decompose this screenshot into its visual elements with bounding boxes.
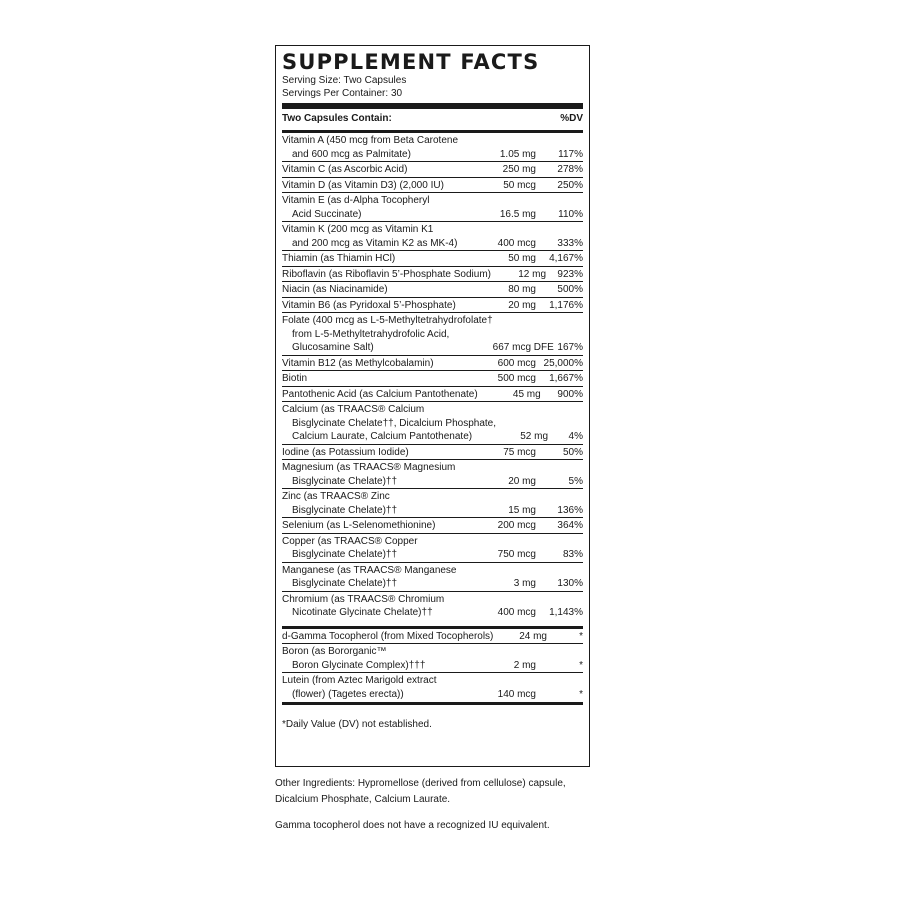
nutrient-amount: 50 mg <box>508 253 536 264</box>
nutrient-row <box>282 534 583 563</box>
nutrient-name-line: Bisglycinate Chelate)†† <box>292 475 398 487</box>
nutrient-name <box>282 134 466 161</box>
nutrient-name <box>282 252 466 266</box>
nutrient-row <box>282 162 583 178</box>
nutrient-dv: 278% <box>557 164 583 175</box>
supplement-facts-panel <box>275 45 590 767</box>
nutrient-row <box>282 193 583 222</box>
nutrient-name-line: and 600 mcg as Palmitate) <box>292 148 411 160</box>
nutrient-name-line: Riboflavin (as Riboflavin 5’-Phosphate Sodium) <box>282 268 491 280</box>
nutrient-name-line: Vitamin C (as Ascorbic Acid) <box>282 164 408 175</box>
nutrient-name-line: Boron (as Bororganic™ <box>282 646 387 657</box>
nutrient-name-line: from L-5-Methyltetrahydrofolic Acid, <box>292 328 450 340</box>
nutrient-list <box>282 133 583 620</box>
nutrient-name <box>282 314 493 355</box>
nutrient-amount: 52 mg <box>520 431 549 442</box>
nutrient-row <box>282 313 583 356</box>
nutrient-dv: 83% <box>562 549 583 560</box>
nutrient-dv: * <box>579 630 583 642</box>
nutrient-name-line: Manganese (as TRAACS® Manganese <box>282 564 457 576</box>
nutrient-name-line: Bisglycinate Chelate)†† <box>292 549 398 560</box>
nutrient-dv: 250% <box>557 179 583 191</box>
nutrient-amount: 80 mg <box>508 284 536 295</box>
nutrient-row <box>282 371 583 387</box>
nutrient-name <box>282 194 466 221</box>
nutrient-amount: 50 mcg <box>503 179 536 191</box>
gamma-note: Gamma tocopherol does not have a recognized IU equivalent. <box>275 820 550 831</box>
nutrient-amount: 20 mg <box>508 299 536 311</box>
other-nutrient-list <box>282 629 583 702</box>
nutrient-name-line: Lutein (from Aztec Marigold extract <box>282 675 437 686</box>
nutrient-name-line: Bisglycinate Chelate)†† <box>292 504 398 516</box>
nutrient-amount: 750 mcg <box>497 549 536 560</box>
nutrient-name <box>282 403 496 444</box>
nutrient-dv: 1,143% <box>549 607 583 618</box>
nutrient-dv: * <box>579 688 583 700</box>
nutrient-dv: 4% <box>568 431 583 442</box>
nutrient-dv: 167% <box>557 342 583 353</box>
nutrient-row <box>282 644 583 673</box>
nutrient-name-line: Vitamin B6 (as Pyridoxal 5’-Phosphate) <box>282 299 456 311</box>
nutrient-row <box>282 133 583 162</box>
nutrient-name <box>282 388 478 402</box>
nutrient-name-line: Vitamin E (as d-Alpha Tocopheryl <box>282 195 430 206</box>
nutrient-row <box>282 267 583 283</box>
nutrient-row <box>282 251 583 267</box>
panel-title: SUPPLEMENT FACTS <box>282 50 540 74</box>
nutrient-row <box>282 387 583 403</box>
nutrient-name-line: d-Gamma Tocopherol (from Mixed Tocopherols) <box>282 630 494 642</box>
nutrient-name-line: Biotin <box>282 373 308 384</box>
header-dv-label: %DV <box>560 113 583 124</box>
nutrient-row <box>282 592 583 620</box>
nutrient-name-line: Niacin (as Niacinamide) <box>282 284 388 295</box>
serving-size: Serving Size: Two Capsules <box>282 75 407 86</box>
nutrient-name-line: Magnesium (as TRAACS® Magnesium <box>282 462 456 473</box>
nutrient-row <box>282 356 583 372</box>
nutrient-name-line: Vitamin K (200 mcg as Vitamin K1 <box>282 224 434 235</box>
nutrient-name <box>282 519 466 533</box>
nutrient-name <box>282 564 466 591</box>
nutrient-name <box>282 357 466 371</box>
nutrient-dv: 25,000% <box>543 357 583 369</box>
nutrient-row <box>282 518 583 534</box>
nutrient-row <box>282 629 583 645</box>
nutrient-name-line: Folate (400 mcg as L-5-Methyltetrahydrofolate† <box>282 315 493 326</box>
nutrient-row <box>282 178 583 194</box>
nutrient-dv: 110% <box>558 208 583 220</box>
nutrient-name <box>282 535 466 562</box>
nutrient-amount: 16.5 mg <box>499 208 536 220</box>
dv-footnote: *Daily Value (DV) not established. <box>282 719 432 730</box>
nutrient-dv: 50% <box>562 446 583 458</box>
nutrient-dv: 4,167% <box>549 253 583 264</box>
header-contains-label: Two Capsules Contain: <box>282 113 392 124</box>
nutrient-name-line: Calcium Laurate, Calcium Pantothenate) <box>292 431 473 442</box>
nutrient-row <box>282 489 583 518</box>
nutrient-amount: 600 mcg <box>497 357 536 369</box>
nutrient-name-line: Bisglycinate Chelate††, Dicalcium Phosphate, <box>292 417 496 429</box>
nutrient-name <box>282 461 466 488</box>
footnote-divider <box>282 702 583 705</box>
nutrient-row <box>282 445 583 461</box>
nutrient-amount: 24 mg <box>519 630 547 642</box>
nutrient-name-line: Acid Succinate) <box>292 208 362 220</box>
nutrient-name-line: Bisglycinate Chelate)†† <box>292 578 398 589</box>
nutrient-row <box>282 298 583 314</box>
nutrient-dv: * <box>579 659 583 671</box>
nutrient-name-line: Thiamin (as Thiamin HCl) <box>282 253 396 264</box>
nutrient-name-line: Vitamin D (as Vitamin D3) (2,000 IU) <box>282 179 444 191</box>
nutrient-name-line: Boron Glycinate Complex)††† <box>292 659 426 671</box>
nutrient-name-line: Glucosamine Salt) <box>292 342 374 353</box>
nutrient-dv: 923% <box>557 268 583 280</box>
nutrient-dv: 1,667% <box>549 373 583 384</box>
nutrient-amount: 500 mcg <box>497 373 536 384</box>
nutrient-name <box>282 223 466 250</box>
nutrient-amount: 400 mcg <box>497 607 536 618</box>
nutrient-name-line: Vitamin B12 (as Methylcobalamin) <box>282 357 434 369</box>
nutrient-name-line: Vitamin A (450 mcg from Beta Carotene <box>282 135 459 146</box>
other-ingredients: Other Ingredients: Hypromellose (derived from cellulose) capsule, Dicalcium Phosphate, Calcium Laurate. <box>275 778 566 805</box>
nutrient-dv: 900% <box>557 388 583 400</box>
nutrient-name <box>282 163 466 177</box>
nutrient-amount: 15 mg <box>508 504 536 516</box>
nutrient-name <box>282 299 466 313</box>
nutrient-amount: 250 mg <box>502 164 536 175</box>
nutrient-amount: 75 mcg <box>503 446 536 458</box>
nutrient-name <box>282 593 466 620</box>
nutrient-name <box>282 446 466 460</box>
nutrient-amount: 12 mg <box>518 268 547 280</box>
nutrient-amount: 200 mcg <box>497 520 536 531</box>
nutrient-amount: 3 mg <box>513 578 536 589</box>
nutrient-name-line: Nicotinate Glycinate Chelate)†† <box>292 607 433 618</box>
nutrient-dv: 364% <box>557 520 583 531</box>
nutrient-row <box>282 222 583 251</box>
nutrient-name <box>282 630 493 644</box>
nutrient-name-line: Selenium (as L-Selenomethionine) <box>282 520 436 531</box>
nutrient-amount: 20 mg <box>508 475 536 487</box>
nutrient-amount: 140 mcg <box>497 688 536 700</box>
nutrient-amount: 400 mcg <box>497 237 536 249</box>
nutrient-row <box>282 460 583 489</box>
nutrient-dv: 5% <box>568 475 583 487</box>
nutrient-dv: 333% <box>557 237 583 249</box>
nutrient-name-line: Iodine (as Potassium Iodide) <box>282 446 409 458</box>
nutrient-name <box>282 372 466 386</box>
nutrient-name-line: Zinc (as TRAACS® Zinc <box>282 491 390 502</box>
nutrient-row <box>282 282 583 298</box>
nutrient-amount: 1.05 mg <box>499 148 536 160</box>
nutrient-dv: 136% <box>557 504 583 516</box>
nutrient-amount: 45 mg <box>512 388 541 400</box>
nutrient-amount: 2 mg <box>513 659 536 671</box>
column-header <box>282 109 583 130</box>
nutrient-name <box>282 674 466 701</box>
nutrient-name-line: Chromium (as TRAACS® Chromium <box>282 593 445 605</box>
nutrient-name-line: Calcium (as TRAACS® Calcium <box>282 404 425 415</box>
nutrient-name <box>282 283 466 297</box>
nutrient-name <box>282 179 466 193</box>
nutrient-row <box>282 673 583 701</box>
nutrient-name <box>282 645 466 672</box>
nutrient-name <box>282 490 466 517</box>
nutrient-row <box>282 563 583 592</box>
nutrient-dv: 117% <box>558 148 583 160</box>
servings-per-container: Servings Per Container: 30 <box>282 88 403 99</box>
nutrient-dv: 130% <box>557 578 583 589</box>
nutrient-name <box>282 268 491 282</box>
nutrient-amount: 667 mcg DFE <box>492 342 554 353</box>
nutrient-dv: 1,176% <box>549 299 583 311</box>
nutrient-dv: 500% <box>557 284 583 295</box>
nutrient-name-line: Pantothenic Acid (as Calcium Pantothenate) <box>282 388 478 400</box>
nutrient-row <box>282 402 583 445</box>
nutrient-name-line: Copper (as TRAACS® Copper <box>282 535 418 547</box>
nutrient-name-line: (flower) (Tagetes erecta)) <box>292 688 404 700</box>
nutrient-name-line: and 200 mcg as Vitamin K2 as MK-4) <box>292 237 458 249</box>
